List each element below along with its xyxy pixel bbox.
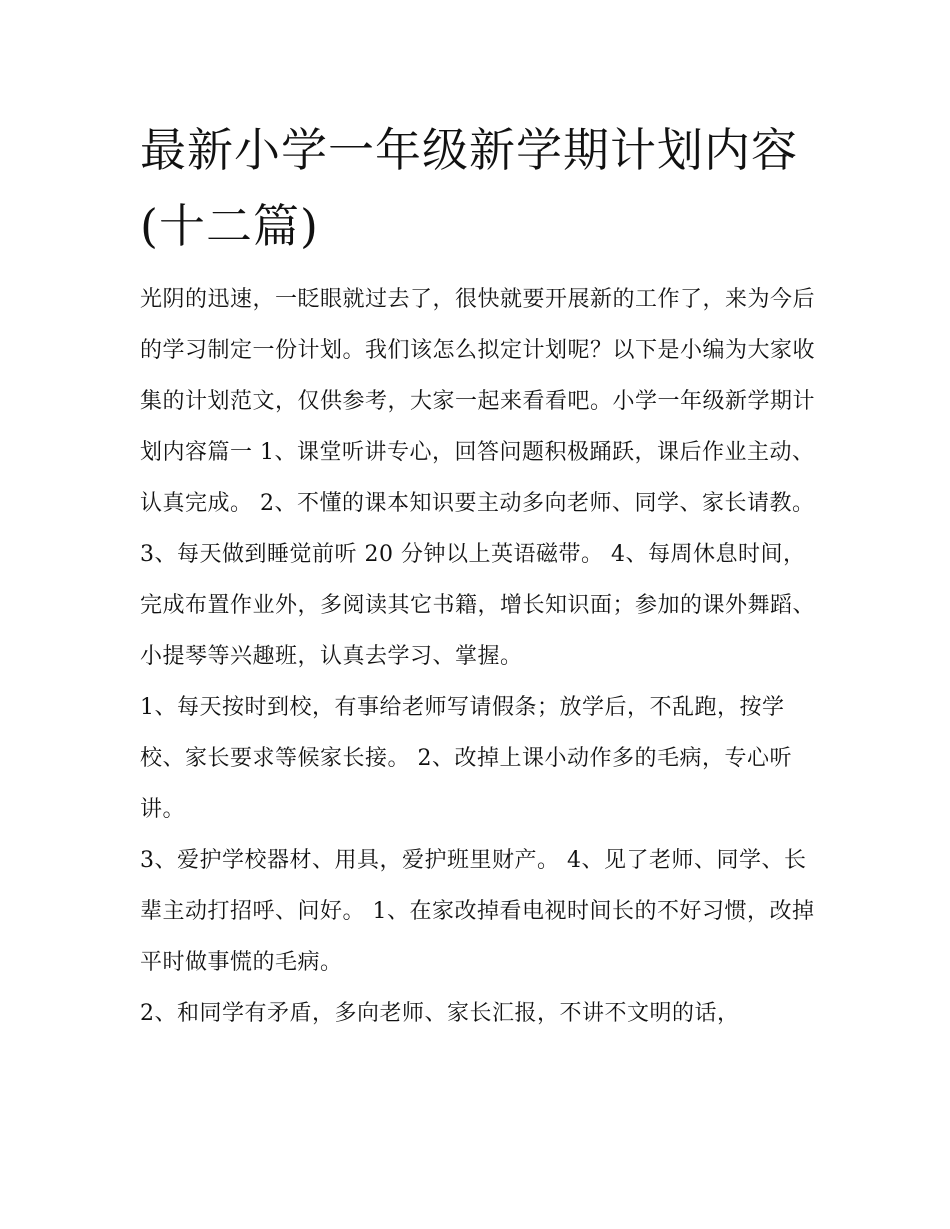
document-page — [140, 112, 820, 1039]
document-title: 最新小学一年级新学期计划内容(十二篇) — [140, 123, 798, 253]
paragraph-conflict: 2、和同学有矛盾，多向老师、家长汇报，不讲不文明的话， — [140, 1001, 740, 1026]
paragraph-study-plan: 3、每天做到睡觉前听 20 分钟以上英语磁带。 4、每周休息时间，完成布置作业外，多阅读其它书籍，增长知识面；参加的课外舞蹈、小提琴等兴趣班，认真去学习、掌握。 — [140, 542, 816, 669]
paragraph-school-rules: 1、每天按时到校，有事给老师写请假条；放学后，不乱跑，按学校、家长要求等候家长接。 2、改掉上课小动作多的毛病，专心听讲。 — [140, 695, 792, 822]
paragraph-intro: 光阴的迅速，一眨眼就过去了，很快就要开展新的工作了，来为今后的学习制定一份计划。我们该怎么拟定计划呢？以下是小编为大家收集的计划范文，仅供参考，大家一起来看看吧。小学一年级新学期计划内容篇一 1、课堂听讲专心，回答问题积极踊跃，课后作业主动、认真完成。 2、不懂的课本知识要主动多向老师、同学、家长请教。 — [140, 287, 816, 516]
paragraph-behavior: 3、爱护学校器材、用具，爱护班里财产。 4、见了老师、同学、长辈主动打招呼、问好。 1、在家改掉看电视时间长的不好习惯，改掉平时做事慌的毛病。 — [140, 848, 815, 975]
